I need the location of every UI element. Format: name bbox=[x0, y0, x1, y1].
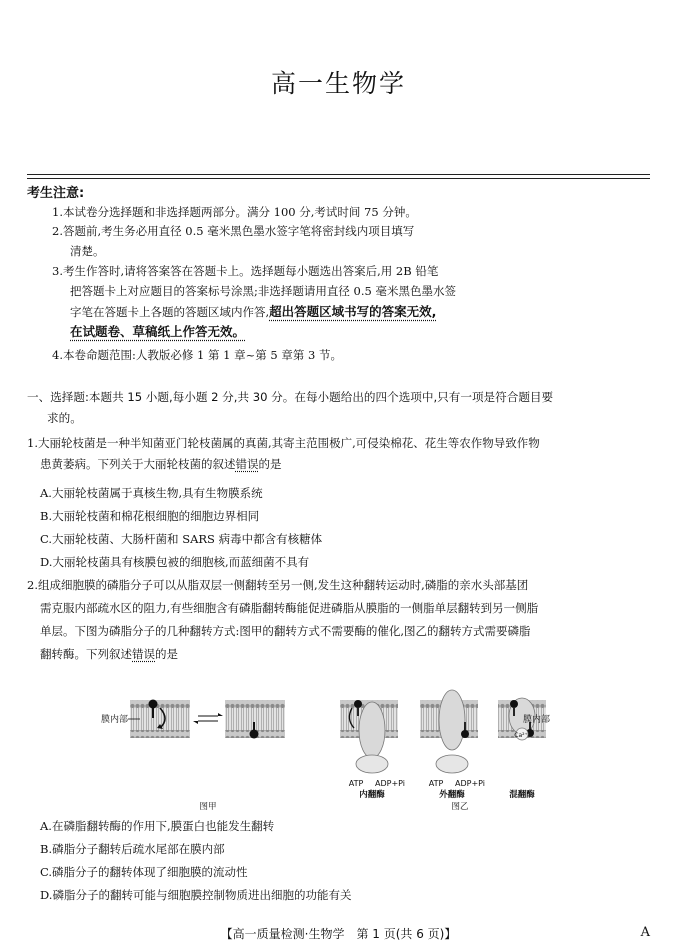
notice-item-3-cont2 bbox=[70, 302, 436, 320]
q1-stem: 1.大丽轮枝菌是一种半知菌亚门轮枝菌属的真菌,其寄主范围极广,可侵染棉花、花生等农作物导致作物 bbox=[27, 436, 540, 450]
q2-key-word: 错误 bbox=[132, 647, 155, 661]
q2-stem-cont3 bbox=[40, 646, 178, 662]
q1-option-c: C.大丽轮枝菌、大肠杆菌和 SARS 病毒中都含有核糖体 bbox=[40, 532, 323, 546]
adp-label-2: ADP+Pi bbox=[454, 779, 486, 788]
label-membrane-interior-right: 膜内部 bbox=[522, 715, 550, 725]
figure-caption-b: 图乙 bbox=[451, 802, 469, 812]
page-footer: 【高一质量检测·生物学 第 1 页(共 6 页)】 bbox=[220, 927, 457, 941]
q2-option-d: D.磷脂分子的翻转可能与细胞膜控制物质进出细胞的功能有关 bbox=[40, 888, 352, 902]
q2-stem-cont1: 需克服内部疏水区的阻力,有些细胞含有磷脂翻转酶能促进磷脂从膜脂的一侧脂单层翻转到另一侧脂 bbox=[40, 601, 539, 615]
notice-item-1: 1.本试卷分选择题和非选择题两部分。满分 100 分,考试时间 75 分钟。 bbox=[52, 205, 417, 219]
membrane-panel-b2 bbox=[420, 690, 478, 773]
enzyme-label-scramblase: 混翻酶 bbox=[509, 790, 535, 800]
q2-option-a: A.在磷脂翻转酶的作用下,膜蛋白也能发生翻转 bbox=[40, 819, 275, 833]
q1-stem-cont bbox=[40, 456, 282, 472]
q1-option-a: A.大丽轮枝菌属于真核生物,具有生物膜系统 bbox=[40, 486, 263, 500]
notice-warning-2: 在试题卷、草稿纸上作答无效。 bbox=[70, 324, 246, 339]
atp-label-2: ATP bbox=[428, 779, 444, 788]
header-rule-thin bbox=[27, 178, 650, 179]
notice-heading: 考生注意: bbox=[27, 186, 85, 201]
q1-option-d: D.大丽轮枝菌具有核膜包被的细胞核,而蓝细菌不具有 bbox=[40, 555, 310, 569]
notice-item-4: 4.本卷命题范围:人教版必修 1 第 1 章~第 5 章第 3 节。 bbox=[52, 348, 342, 362]
notice-item-3-text: 字笔在答题卡上各题的答题区域内作答, bbox=[70, 305, 270, 319]
q2-stem-end: 的是 bbox=[155, 647, 178, 661]
label-membrane-interior-left: 膜内部 bbox=[100, 715, 128, 725]
q1-stem-text: 患黄萎病。下列关于大丽轮枝菌的叙述 bbox=[40, 457, 236, 471]
paper-version-tag: A bbox=[640, 925, 650, 940]
header-rule bbox=[27, 174, 650, 175]
q2-stem-text: 翻转酶。下列叙述 bbox=[40, 647, 132, 661]
notice-warning-1: 超出答题区域书写的答案无效, bbox=[269, 304, 437, 319]
page-title: 高一生物学 bbox=[270, 69, 406, 98]
notice-item-2-cont: 清楚。 bbox=[70, 244, 105, 258]
calcium-ion-label: Ca²⁺ bbox=[514, 732, 528, 739]
phospholipid-flip-figure bbox=[100, 686, 550, 812]
q2-stem: 2.组成细胞膜的磷脂分子可以从脂双层一侧翻转至另一侧,发生这种翻转运动时,磷脂的亲水头部基团 bbox=[27, 578, 529, 592]
q2-option-b: B.磷脂分子翻转后疏水尾部在膜内部 bbox=[40, 842, 225, 856]
figure-caption-a: 图甲 bbox=[199, 802, 217, 812]
notice-item-2: 2.答题前,考生务必用直径 0.5 毫米黑色墨水签字笔将密封线内项目填写 bbox=[52, 224, 415, 238]
equilibrium-arrows bbox=[193, 713, 223, 724]
section-heading: 一、选择题:本题共 15 小题,每小题 2 分,共 30 分。在每小题给出的四个选项中,只有一项是符合题目要 bbox=[27, 390, 554, 404]
enzyme-label-inward: 内翻酶 bbox=[359, 790, 385, 800]
q2-stem-cont2: 单层。下图为磷脂分子的几种翻转方式:图甲的翻转方式不需要酶的催化,图乙的翻转方式需要磷脂 bbox=[40, 624, 531, 638]
q1-stem-end: 的是 bbox=[258, 457, 282, 471]
notice-item-3-cont: 把答题卡上对应题目的答案标号涂黑;非选择题请用直径 0.5 毫米黑色墨水签 bbox=[70, 284, 456, 298]
enzyme-label-outward: 外翻酶 bbox=[439, 790, 465, 800]
notice-item-3-cont3 bbox=[70, 322, 245, 340]
notice-item-3: 3.考生作答时,请将答案答在答题卡上。选择题每小题选出答案后,用 2B 铅笔 bbox=[52, 264, 439, 278]
q1-key-word: 错误 bbox=[235, 457, 259, 471]
atp-label-1: ATP bbox=[348, 779, 364, 788]
section-heading-cont: 求的。 bbox=[47, 411, 82, 425]
membrane-panel-a2 bbox=[225, 700, 285, 739]
q2-option-c: C.磷脂分子的翻转体现了细胞膜的流动性 bbox=[40, 865, 248, 879]
q1-option-b: B.大丽轮枝菌和棉花根细胞的细胞边界相同 bbox=[40, 509, 260, 523]
adp-label-1: ADP+Pi bbox=[374, 779, 406, 788]
membrane-panel-b1 bbox=[340, 700, 398, 773]
